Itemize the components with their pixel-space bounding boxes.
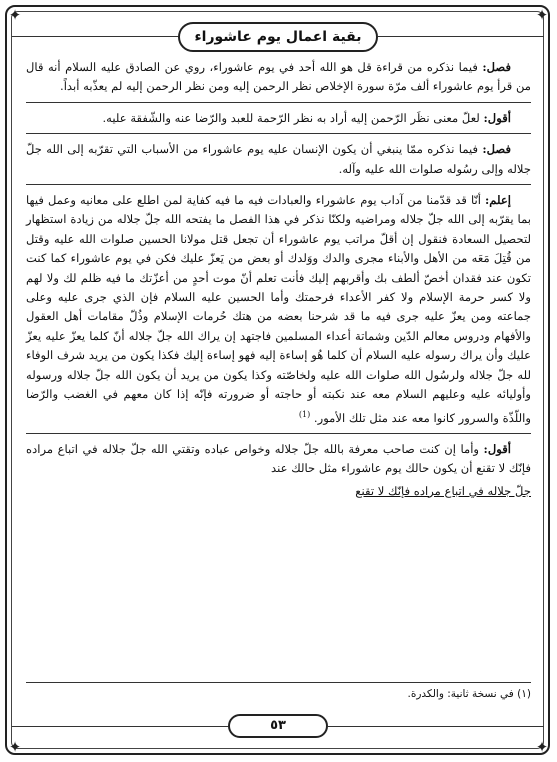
paragraph bbox=[26, 140, 531, 179]
paragraph-text: فيما نذكره من قراءة قل هو الله أحد في يوم عاشوراء، روي عن الصادق عليه السلام أنه قال من قرأ يوم عاشوراء ألف مرّة سورة الإخلاص نظر الرحمن إليه ومن نظر الرحمن إليه لم يعذّبه أبداً. bbox=[26, 60, 531, 94]
paragraph bbox=[26, 191, 531, 428]
corner-ornament-icon: ✦ bbox=[8, 738, 22, 756]
paragraph bbox=[26, 109, 531, 128]
paragraph bbox=[26, 58, 531, 97]
section-divider bbox=[26, 102, 531, 103]
paragraph-text: فيما نذكره ممّا ينبغي أن يكون الإنسان عليه يوم عاشوراء من الأسباب التي تقرّبه إلى الله جلّ جلاله وإلى رسُوله صلوات الله عليه وآله. bbox=[26, 142, 531, 176]
footnote-text: في نسخة ثانية: والكدرة. bbox=[407, 688, 514, 700]
section-divider bbox=[26, 133, 531, 134]
paragraph-text: لعلّ معنى نظَر الرّحمن إليه أراد به نظر الرّحمة للعبد والرّضا عنه والشّفقة عليه. bbox=[102, 110, 480, 125]
body-text bbox=[26, 58, 531, 501]
paragraph-keyword: فصل: bbox=[482, 60, 512, 74]
footnote bbox=[26, 686, 531, 702]
header-divider bbox=[378, 36, 544, 37]
corner-ornament-icon: ✦ bbox=[535, 6, 549, 24]
section-divider bbox=[26, 184, 531, 185]
paragraph-keyword: أقول: bbox=[483, 110, 511, 125]
page-number-divider bbox=[12, 726, 228, 727]
paragraph-keyword: أقول: bbox=[483, 441, 512, 456]
corner-ornament-icon: ✦ bbox=[535, 738, 549, 756]
paragraph-keyword: فصل: bbox=[482, 142, 512, 157]
page-title: بقية اعمال يوم عاشوراء bbox=[178, 22, 378, 52]
paragraph-text: وأما إن كنت صاحب معرفة بالله جلّ جلاله وخواص عباده وتقتي الله جلّ جلاله في اتباع مراده فإنّك لا تقنع أن يكون حالك يوم عاشوراء مثل حالك عند bbox=[26, 441, 531, 476]
page-number-divider bbox=[328, 726, 544, 727]
section-divider bbox=[26, 433, 531, 434]
paragraph bbox=[26, 440, 531, 479]
page-number: ٥٣ bbox=[228, 714, 328, 738]
underlined-phrase: جلّ جلاله في اتباع مراده فإنّك لا تقنع bbox=[355, 483, 531, 498]
corner-ornament-icon: ✦ bbox=[8, 6, 22, 24]
header-divider bbox=[12, 36, 178, 37]
footnote-divider bbox=[26, 682, 531, 683]
paragraph-text: أنّا قد قدّمنا من آداب يوم عاشوراء والعبادات فيه ما فيه كفاية لمن اطلع على معانيه وعمل فيها بما يقرّبه إلى الله جلّ جلاله ومراضيه ولكنّا نذكر في هذا الفصل ما يفتحه الله جلّ جلاله من زيادة استظهار لتحصيل السعادة فنقول إن أقلّ مراتب يوم عاشوراء أن تجعل قتل مولانا الحسين صلوات الله عليه وقتل من قُتِلَ مَعَه من الأهل والأبناء مجرى والدك ووَلدك أو بعض من يَعزّ عليك فكن في يوم عاشوراء كما كنت تكون عند فقدان أخصّ ألطف بك وأقربهم إليك فأنت تعلم أنّ موت أحدٍ من أعزّتك ما فيه ظلم لك ولا لهم ولا كسر حرمة الإسلام ولا كفر الأعداء فرحمتك وأما الحسين عليه السلام فإن الذي جرى عليه وعلى جماعته ومن يعزّ عليه جرى فيه ما قد شرحنا بعضه من هتك حُرمات الإسلام وذُلّ مقامات أهل العقول والأفهام ودروس معالم الدّين وشماتة أعداء المسلمين فاجتهد إن يراك الله جلّ جلاله أنّ كلما يعزّ عليه يعزّ عليك وأن يراك رسوله عليه السلام أن كلما هُو إساءة إليه فهو إساءة إليك فكذا يكون من يريد شرف الوفاء لله جلّ جلاله ولرسُول الله صلوات الله عليه ولخاصّته وكذا يكون من يريد أن يكون الله جلّ جلاله ورسوله وأوليائه عليه وعليهم السلام معه عند نكبته أو حاجته أو ضرورته فإنّه إذا كان معهم في الغضب والرّضا واللّذّة والسرور كانوا معه عند مثل تلك الأمور. bbox=[26, 193, 531, 425]
underlined-phrase-row bbox=[26, 482, 531, 501]
footnote-number: (١) bbox=[517, 688, 531, 700]
paragraph-keyword: إعلم: bbox=[485, 193, 512, 208]
footnote-marker: (1) bbox=[298, 409, 311, 419]
